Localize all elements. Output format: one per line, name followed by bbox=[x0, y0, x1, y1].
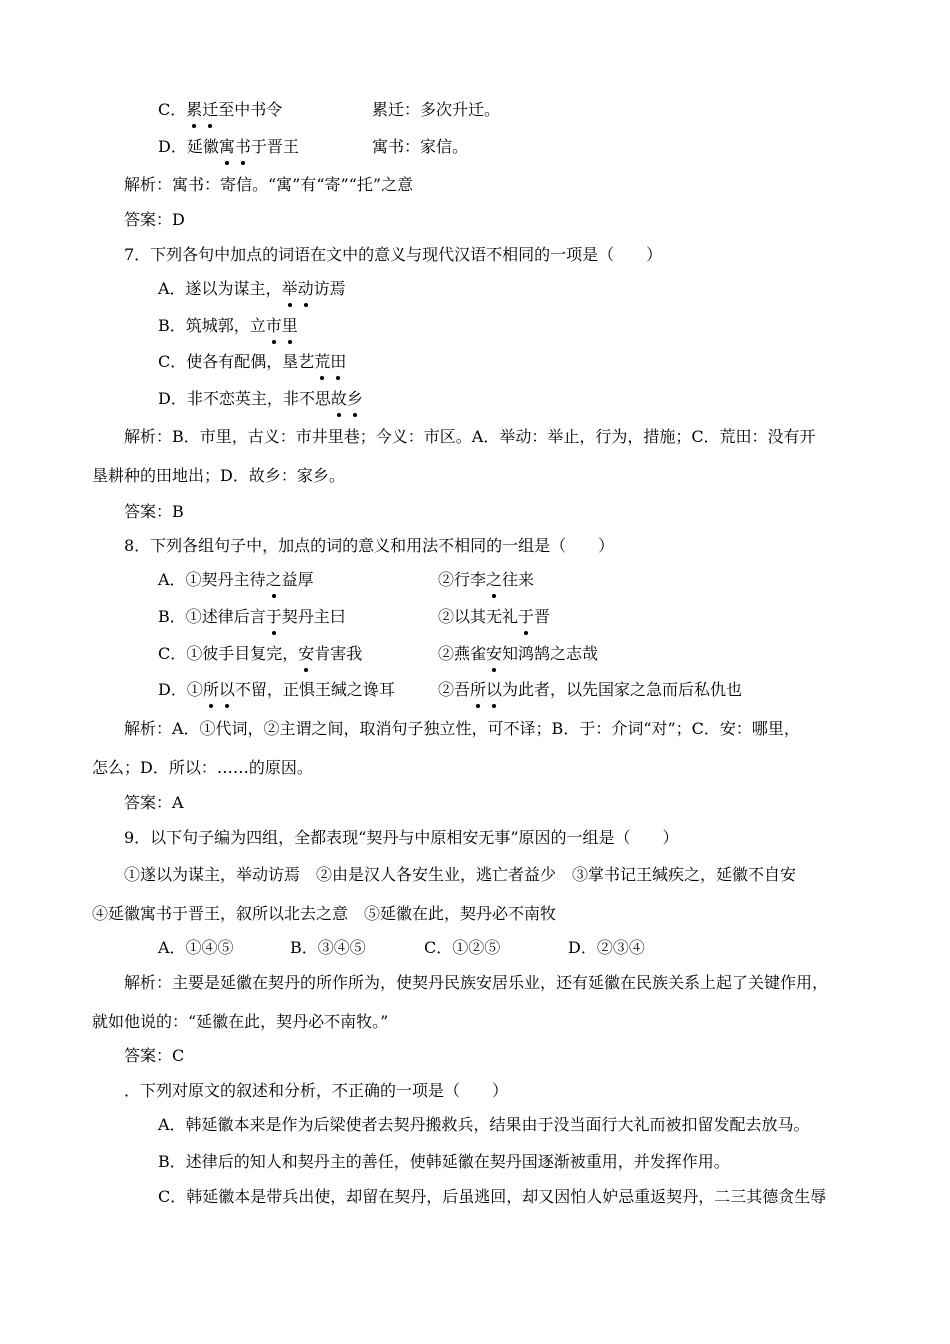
q7-option-c: C．使各有配偶，垦艺荒田 bbox=[158, 352, 347, 371]
option-part-1: C．①彼手目复完，安肯害我 bbox=[158, 644, 363, 663]
q7-stem: 7．下列各句中加点的词语在文中的意义与现代汉语不相同的一项是（ ） bbox=[124, 245, 663, 264]
option-gloss: 寓书：家信。 bbox=[372, 137, 469, 156]
option-part-2: ②吾所以为此者，以先国家之急而后私仇也 bbox=[438, 680, 743, 699]
q10-stem: ．下列对原文的叙述和分析，不正确的一项是（ ） bbox=[124, 1081, 509, 1100]
q9-option-d: D．②③④ bbox=[568, 938, 645, 957]
q9-sentences-line1: ①遂以为谋主，举动访焉 ②由是汉人各安生业，逃亡者益少 ③掌书记王缄疾之，延徽不自安 bbox=[124, 865, 797, 884]
q9-option-a: A．①④⑤ bbox=[158, 938, 234, 957]
option-part-1: A．①契丹主待之益厚 bbox=[158, 570, 314, 589]
q10-option-a: A．韩延徽本来是作为后梁使者去契丹搬救兵，结果由于没当面行大礼而被扣留发配去放马。 bbox=[158, 1115, 810, 1134]
option-gloss: 累迁：多次升迁。 bbox=[372, 100, 501, 119]
q9-sentences-line2: ④延徽寓书于晋王，叙所以北去之意 ⑤延徽在此，契丹必不南牧 bbox=[92, 904, 557, 923]
q7-answer: 答案：B bbox=[124, 502, 184, 521]
q8-explanation-line2: 怎么；D．所以：……的原因。 bbox=[92, 758, 313, 777]
q7-option-d: D．非不恋英主，非不思故乡 bbox=[158, 389, 363, 408]
q8-option-a bbox=[158, 569, 918, 591]
q6-option-d bbox=[158, 136, 918, 158]
q8-option-d bbox=[158, 679, 918, 701]
option-part-2: ②燕雀安知鸿鹄之志哉 bbox=[438, 644, 599, 663]
q7-explanation-line1: 解析：B．市里，古义：市井里巷；今义：市区。A．举动：举止，行为，措施；C．荒田：没有开 bbox=[124, 427, 816, 446]
option-part-1: D．①所以不留，正惧王缄之谗耳 bbox=[158, 680, 395, 699]
q6-answer: 答案：D bbox=[124, 210, 185, 229]
option-part-2: ②行李之往来 bbox=[438, 570, 535, 589]
q9-answer: 答案：C bbox=[124, 1046, 185, 1065]
q7-option-b: B．筑城郭，立市里 bbox=[158, 316, 298, 335]
option-text: C．累迁至中书令 bbox=[158, 100, 283, 119]
q9-option-b: B．③④⑤ bbox=[290, 938, 366, 957]
option-part-1: B．①述律后言于契丹主曰 bbox=[158, 607, 346, 626]
q9-explanation-line1: 解析：主要是延徽在契丹的所作所为，使契丹民族安居乐业，还有延徽在民族关系上起了关键作用， bbox=[124, 973, 829, 992]
q9-option-c: C．①②⑤ bbox=[424, 938, 501, 957]
q6-explanation: 解析：寓书：寄信。“寓”有“寄”“托”之意 bbox=[124, 175, 414, 194]
q9-explanation-line2: 就如他说的：“延徽在此，契丹必不南牧。” bbox=[92, 1012, 389, 1031]
q8-option-b bbox=[158, 606, 918, 628]
q9-options bbox=[158, 937, 758, 959]
q8-option-c bbox=[158, 643, 918, 665]
q10-option-c: C．韩延徽本是带兵出使，却留在契丹，后虽逃回，却又因怕人妒忌重返契丹，二三其德贪生辱 bbox=[158, 1187, 827, 1206]
q10-option-b: B．述律后的知人和契丹主的善任，使韩延徽在契丹国逐渐被重用，并发挥作用。 bbox=[158, 1152, 730, 1171]
q7-explanation-line2: 垦耕种的田地出；D．故乡：家乡。 bbox=[92, 466, 345, 485]
q8-answer: 答案：A bbox=[124, 793, 184, 812]
q8-stem: 8．下列各组句子中，加点的词的意义和用法不相同的一组是（ ） bbox=[124, 536, 615, 555]
option-part-2: ②以其无礼于晋 bbox=[438, 607, 551, 626]
option-text: D．延徽寓书于晋王 bbox=[158, 137, 299, 156]
q7-option-a: A．遂以为谋主，举动访焉 bbox=[158, 279, 346, 298]
q6-option-c bbox=[158, 99, 918, 121]
q8-explanation-line1: 解析：A．①代词，②主谓之间，取消句子独立性，可不译；B．于：介词“对”；C．安：哪里， bbox=[124, 719, 800, 738]
q9-stem: 9．以下句子编为四组，全都表现“契丹与中原相安无事”原因的一组是（ ） bbox=[124, 828, 679, 847]
